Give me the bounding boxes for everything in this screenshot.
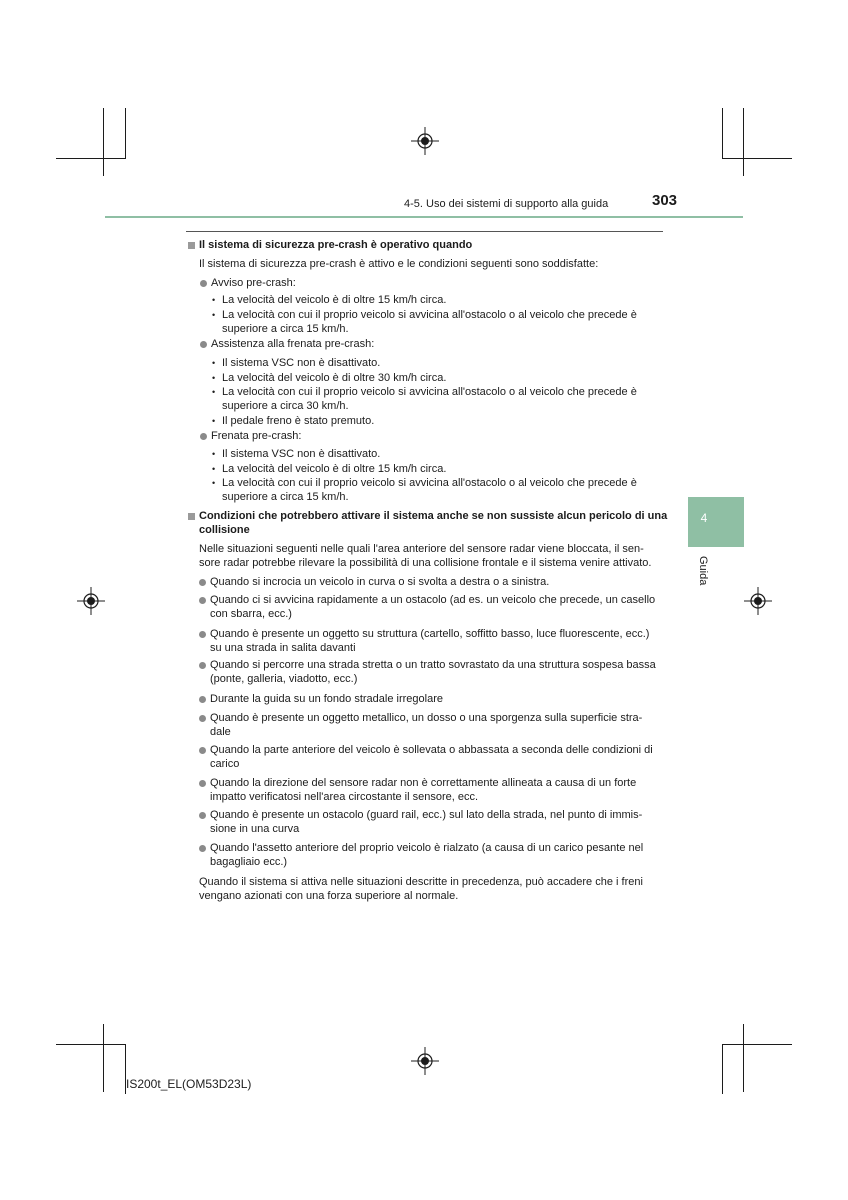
list-item: Il sistema VSC non è disattivato.: [222, 357, 381, 369]
chapter-number: 4: [700, 511, 708, 525]
bullet-icon: •: [212, 358, 216, 368]
list-item-cont: su una strada in salita davanti: [210, 642, 356, 654]
list-item: Quando ci si avvicina rapidamente a un ostacolo (ad es. un veicolo che precede, un casello: [210, 594, 656, 606]
registration-mark-icon: [410, 126, 440, 156]
list-item-cont: superiore a circa 15 km/h.: [222, 323, 349, 335]
list-item: Quando si incrocia un veicolo in curva o si svolta a destra o a sinistra.: [210, 576, 550, 588]
list-item: La velocità con cui il proprio veicolo si avvicina all'ostacolo o al veicolo che precede è: [222, 309, 637, 321]
bullet-dot-icon: [200, 280, 207, 287]
registration-mark-icon: [410, 1046, 440, 1076]
content-top-rule: [186, 231, 663, 232]
list-group-title: Frenata pre-crash:: [211, 430, 302, 442]
bullet-dot-icon: [199, 747, 206, 754]
paragraph: Quando il sistema si attiva nelle situazioni descritte in precedenza, può accadere che i freni: [199, 876, 643, 888]
list-item-cont: sione in una curva: [210, 823, 300, 835]
list-item: Il sistema VSC non è disattivato.: [222, 448, 381, 460]
list-item: La velocità del veicolo è di oltre 30 km/h circa.: [222, 372, 447, 384]
paragraph: Il sistema di sicurezza pre-crash è attivo e le condizioni seguenti sono soddisfatte:: [199, 258, 599, 270]
list-item: Quando si percorre una strada stretta o un tratto sovrastato da una struttura sospesa bassa: [210, 659, 656, 671]
bullet-icon: •: [212, 373, 216, 383]
list-item: La velocità con cui il proprio veicolo si avvicina all'ostacolo o al veicolo che precede è: [222, 477, 637, 489]
paragraph: Nelle situazioni seguenti nelle quali l'area anteriore del sensore radar viene bloccata, il sen-: [199, 543, 644, 555]
section-heading-cont: collisione: [199, 524, 250, 536]
list-item: Quando è presente un oggetto metallico, un dosso o una sporgenza sulla superficie stra-: [210, 712, 643, 724]
bullet-dot-icon: [199, 715, 206, 722]
document-code: IS200t_EL(OM53D23L): [126, 1077, 252, 1091]
list-item-cont: superiore a circa 15 km/h.: [222, 491, 349, 503]
list-item-cont: carico: [210, 758, 240, 770]
list-item: La velocità con cui il proprio veicolo si avvicina all'ostacolo o al veicolo che precede è: [222, 386, 637, 398]
list-item: Il pedale freno è stato premuto.: [222, 415, 375, 427]
list-item-cont: con sbarra, ecc.): [210, 608, 292, 620]
section-heading: Condizioni che potrebbero attivare il sistema anche se non sussiste alcun pericolo di una: [199, 510, 668, 522]
list-item: Quando l'assetto anteriore del proprio veicolo è rialzato (a causa di un carico pesante nel: [210, 842, 644, 854]
bullet-icon: •: [212, 310, 216, 320]
list-item-cont: impatto verificatosi nell'area circostante il sensore, ecc.: [210, 791, 479, 803]
bullet-icon: •: [212, 478, 216, 488]
bullet-icon: •: [212, 449, 216, 459]
list-item-cont: dale: [210, 726, 231, 738]
bullet-dot-icon: [200, 433, 207, 440]
list-item: Durante la guida su un fondo stradale irregolare: [210, 693, 443, 705]
list-item: Quando la direzione del sensore radar non è correttamente allineata a causa di un forte: [210, 777, 637, 789]
bullet-dot-icon: [199, 696, 206, 703]
chapter-label: Guida: [697, 556, 709, 586]
registration-mark-icon: [76, 586, 106, 616]
bullet-dot-icon: [200, 341, 207, 348]
list-item: Quando la parte anteriore del veicolo è sollevata o abbassata a seconda delle condizioni di: [210, 744, 653, 756]
list-item-cont: bagagliaio ecc.): [210, 856, 288, 868]
list-group-title: Avviso pre-crash:: [211, 277, 296, 289]
bullet-dot-icon: [199, 780, 206, 787]
bullet-dot-icon: [199, 631, 206, 638]
heading-square-icon: [188, 242, 195, 249]
section-heading: Il sistema di sicurezza pre-crash è operativo quando: [199, 239, 473, 251]
list-group-title: Assistenza alla frenata pre-crash:: [211, 338, 375, 350]
heading-square-icon: [188, 513, 195, 520]
list-item: Quando è presente un oggetto su struttura (cartello, soffitto basso, luce fluorescente, ecc.): [210, 628, 650, 640]
paragraph-cont: sore radar potrebbe rilevare la possibilità di una collisione frontale e il sistema venire attivato.: [199, 557, 652, 569]
header-rule: [105, 216, 743, 218]
bullet-dot-icon: [199, 597, 206, 604]
page-number: 303: [652, 192, 678, 209]
list-item: Quando è presente un ostacolo (guard rail, ecc.) sul lato della strada, nel punto di immis-: [210, 809, 643, 821]
bullet-dot-icon: [199, 845, 206, 852]
list-item: La velocità del veicolo è di oltre 15 km/h circa.: [222, 294, 447, 306]
list-item-cont: (ponte, galleria, viadotto, ecc.): [210, 673, 358, 685]
bullet-icon: •: [212, 295, 216, 305]
chapter-tab: [688, 497, 744, 547]
paragraph-cont: vengano azionati con una forza superiore al normale.: [199, 890, 459, 902]
bullet-icon: •: [212, 464, 216, 474]
registration-mark-icon: [743, 586, 773, 616]
list-item-cont: superiore a circa 30 km/h.: [222, 400, 349, 412]
bullet-icon: •: [212, 416, 216, 426]
bullet-dot-icon: [199, 662, 206, 669]
bullet-dot-icon: [199, 812, 206, 819]
list-item: La velocità del veicolo è di oltre 15 km/h circa.: [222, 463, 447, 475]
bullet-icon: •: [212, 387, 216, 397]
bullet-dot-icon: [199, 579, 206, 586]
section-title: 4-5. Uso dei sistemi di supporto alla guida: [404, 198, 609, 210]
